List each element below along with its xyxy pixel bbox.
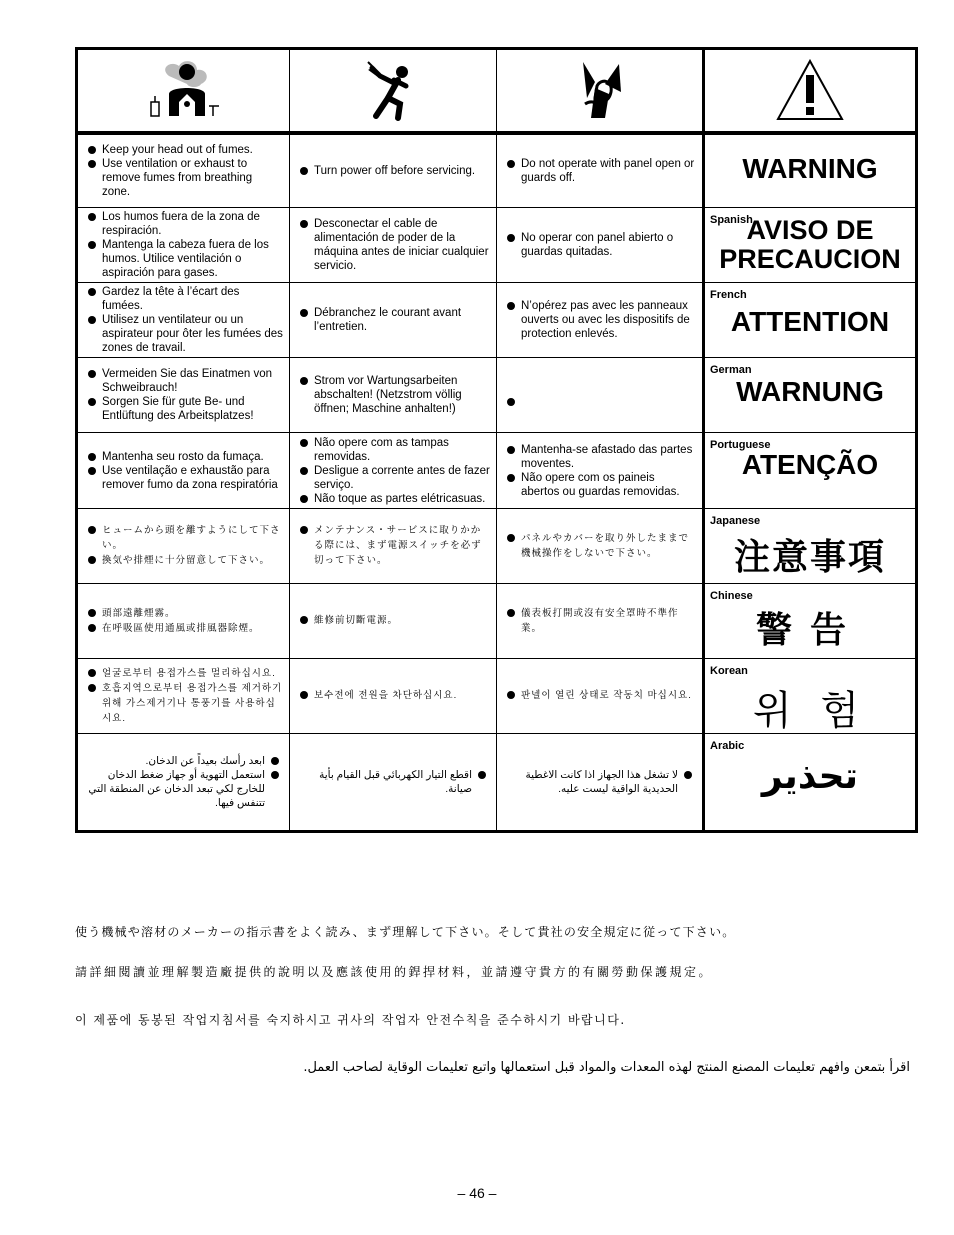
language-label: Korean bbox=[710, 664, 748, 677]
warning-word-cell bbox=[704, 658, 917, 733]
power-cell: Débranchez le courant avant l’entretien. bbox=[290, 283, 497, 358]
panel-cell: パネルやカバーを取り外したままで機械操作をしないで下さい。 bbox=[497, 508, 704, 583]
warning-row-german bbox=[77, 358, 917, 433]
warning-word-cell bbox=[704, 433, 917, 508]
warning-word: ATENÇÃO bbox=[741, 449, 879, 481]
language-label: Chinese bbox=[710, 589, 753, 602]
fumes-cell: 頭部遠離煙霧。 在呼吸區使用通風或排風器除煙。 bbox=[77, 583, 290, 658]
warning-word: 注意事項 bbox=[733, 536, 886, 578]
power-cell: メンテナンス・サービスに取りかかる際には、まず電源スイッチを必ず切って下さい。 bbox=[290, 508, 497, 583]
warning-word: 警告 bbox=[755, 609, 864, 651]
language-label: Spanish bbox=[710, 214, 753, 227]
fumes-cell: ヒュームから頭を離すようにして下さい。 換気や排煙に十分留意して下さい。 bbox=[77, 508, 290, 583]
language-label: Portuguese bbox=[710, 439, 771, 452]
fumes-cell: Mantenha seu rosto da fumaça. Use ventilação e exhaustão para remover fumo da zona respiratória bbox=[77, 433, 290, 508]
panel-cell: 판넬이 열린 상태로 작동치 마십시요. bbox=[497, 658, 704, 733]
warning-word: ATTENTION bbox=[730, 306, 890, 338]
footer-instruction-korean: 이 제품에 동봉된 작업지침서를 숙지하시고 귀사의 작업자 안전수칙을 준수하시기 바랍니다. bbox=[75, 1013, 626, 1027]
fumes-cell: ابعد رأسك بعيداً عن الدخان. استعمل التهوية أو جهاز ضغط الدخان للخارج لكي تبعد الدخان عن المنطقة التي تتنفس فيها. bbox=[77, 733, 290, 831]
fumes-cell: Vermeiden Sie das Einatmen von Schweibrauch! Sorgen Sie für gute Be- und Entlüftung des Arbeitsplatzes! bbox=[77, 358, 290, 433]
warning-word-cell bbox=[704, 283, 917, 358]
power-cell: 維修前切斷電源。 bbox=[290, 583, 497, 658]
fumes-cell: Gardez la tête à l’écart des fumées. Utilisez un ventilateur ou un aspirateur pour ôter les fumées des zones de travail. bbox=[77, 283, 290, 358]
warning-row-french bbox=[77, 283, 917, 358]
panel-cell: لا تشغل هذا الجهاز اذا كانت الاغطية الحديدية الواقية ليست عليه. bbox=[497, 733, 704, 831]
warning-row-chinese bbox=[77, 583, 917, 658]
warning-word-cell bbox=[704, 133, 917, 208]
warning-word: WARNUNG bbox=[736, 376, 884, 408]
panel-cell bbox=[497, 358, 704, 433]
warning-row-japanese bbox=[77, 508, 917, 583]
fume-icon-cell bbox=[77, 49, 290, 133]
power-cell: Desconectar el cable de alimentación de poder de la máquina antes de iniciar cualquier servicio. bbox=[290, 208, 497, 283]
fumes-cell: 얼굴로부터 용접가스를 멀리하십시요. 호흡지역으로부터 용접가스를 제거하기 위해 가스제거기나 통풍기를 사용하십시요. bbox=[77, 658, 290, 733]
panel-cell: N’opérez pas avec les panneaux ouverts ou avec les dispositifs de protection enlevés. bbox=[497, 283, 704, 358]
safety-warning-table bbox=[75, 47, 918, 833]
electric-shock-icon bbox=[358, 58, 428, 122]
warning-word: تحذير bbox=[761, 755, 859, 797]
warning-word: WARNING bbox=[742, 152, 878, 184]
panel-cell: Mantenha-se afastado das partes moventes. Não opere com os paineis abertos ou guardas removidas. bbox=[497, 433, 704, 508]
footer-instruction-japanese: 使う機械や溶材のメーカーの指示書をよく読み、まず理解して下さい。そして貴社の安全規定に従って下さい。 bbox=[75, 925, 736, 939]
icon-row bbox=[77, 49, 917, 133]
warning-row-korean bbox=[77, 658, 917, 733]
warning-word-cell bbox=[704, 508, 917, 583]
shock-icon-cell bbox=[290, 49, 497, 133]
warning-word: 위 험 bbox=[753, 687, 867, 734]
footer-instruction-chinese: 請詳細閱讀並理解製造廠提供的說明以及應該使用的銲捍材料，並請遵守貴方的有關勞動保護規定。 bbox=[75, 965, 714, 979]
language-label: French bbox=[710, 289, 747, 302]
language-label: Arabic bbox=[710, 739, 745, 752]
panel-cell: No operar con panel abierto o guardas quitadas. bbox=[497, 208, 704, 283]
panel-cell: Do not operate with panel open or guards off. bbox=[497, 133, 704, 208]
warning-word-cell bbox=[704, 583, 917, 658]
warning-row-english bbox=[77, 133, 917, 208]
caution-icon-cell bbox=[704, 49, 917, 133]
moving-parts-hand-icon bbox=[565, 58, 635, 122]
power-cell: Turn power off before servicing. bbox=[290, 133, 497, 208]
language-label: German bbox=[710, 364, 752, 377]
power-cell: 보수전에 전원을 차단하십시요. bbox=[290, 658, 497, 733]
fumes-cell: Los humos fuera de la zona de respiración. Mantenga la cabeza fuera de los humos. Utilice ventilación o aspiración para gases. bbox=[77, 208, 290, 283]
power-cell: Não opere com as tampas removidas. Desligue a corrente antes de fazer serviço. Não toque as partes elétricasuas. bbox=[290, 433, 497, 508]
language-label: Japanese bbox=[710, 514, 761, 527]
warning-word-cell bbox=[704, 733, 917, 831]
footer-instruction-arabic: اقرأ بتمعن وافهم تعليمات المصنع المنتج لهذه المعدات والمواد قبل استعمالها واتبع تعليمات الوقاية لصاحب العمل. bbox=[303, 1060, 910, 1075]
panel-cell: 儀表板打開或沒有安全罩時不準作業。 bbox=[497, 583, 704, 658]
fume-warning-icon bbox=[139, 58, 229, 122]
exclamation-triangle-icon bbox=[774, 57, 846, 123]
fumes-cell: Keep your head out of fumes. Use ventilation or exhaust to remove fumes from breathing zone. bbox=[77, 133, 290, 208]
power-cell: اقطع التيار الكهربائي قبل القيام بأية صيانة. bbox=[290, 733, 497, 831]
warning-row-spanish bbox=[77, 208, 917, 283]
warning-word-cell bbox=[704, 208, 917, 283]
page-number: – 46 – bbox=[457, 1185, 497, 1201]
warning-word: AVISO DE PRECAUCION bbox=[719, 215, 901, 275]
moving-parts-icon-cell bbox=[497, 49, 704, 133]
warning-row-arabic bbox=[77, 733, 917, 831]
warning-word-cell bbox=[704, 358, 917, 433]
warning-row-portuguese bbox=[77, 433, 917, 508]
power-cell: Strom vor Wartungsarbeiten abschalten! (Netzstrom völlig öffnen; Maschine anhalten!) bbox=[290, 358, 497, 433]
